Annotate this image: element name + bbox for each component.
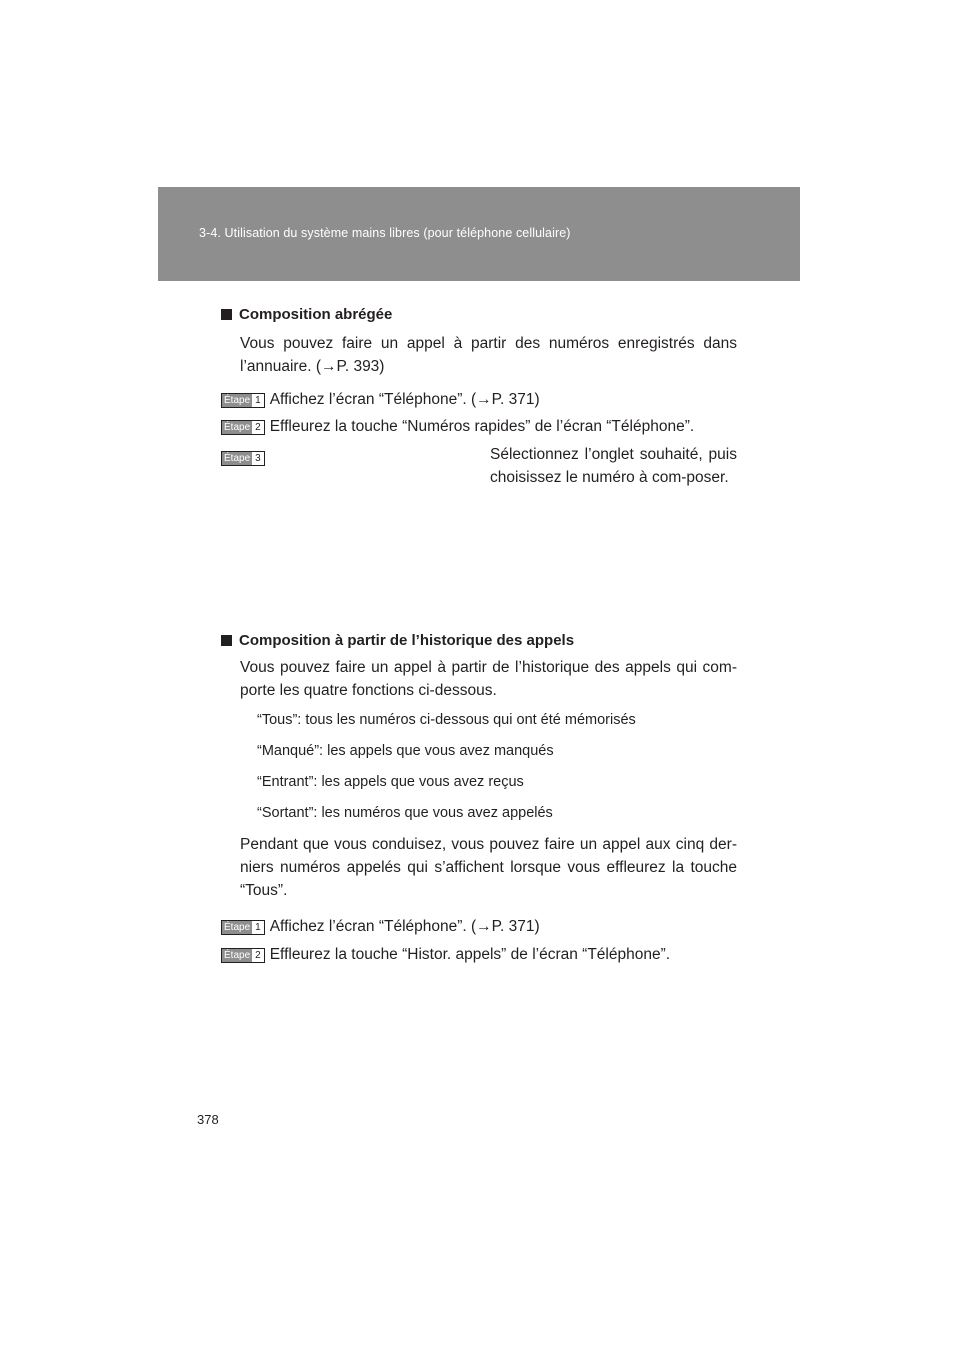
step-text: Effleurez la touche “Numéros rapides” de l’écran “Téléphone”. <box>269 418 695 435</box>
section1-step-3 <box>221 449 270 466</box>
list-item: “Entrant”: les appels que vous avez reçus <box>257 774 524 790</box>
step-badge: Étape 1 <box>221 393 265 408</box>
square-bullet-icon <box>221 309 232 320</box>
list-item: “Tous”: tous les numéros ci-dessous qui ont été mémorisés <box>257 712 636 728</box>
section-title-speed-dial: Composition abrégée <box>221 306 392 323</box>
section-title-call-history: Composition à partir de l’historique des appels <box>221 632 574 649</box>
step-badge: Étape 1 <box>221 920 265 935</box>
list-item: “Manqué”: les appels que vous avez manqués <box>257 743 554 759</box>
step-text: Sélectionnez l’onglet souhaité, puis choisissez le numéro à com-poser. <box>490 446 737 486</box>
step-badge: Étape 3 <box>221 451 265 466</box>
step-text: Effleurez la touche “Histor. appels” de l’écran “Téléphone”. <box>269 946 671 963</box>
section1-step-1 <box>221 391 540 408</box>
section2-note: Pendant que vous conduisez, vous pouvez faire un appel aux cinq der-niers numéros appelés qui s’affichent lorsque vous effleurez la touche “Tous”. <box>240 836 737 899</box>
section1-intro-line2: l’annuaire. (→P. 393) <box>240 358 385 375</box>
square-bullet-icon <box>221 635 232 646</box>
step-text: Affichez l’écran “Téléphone”. (→P. 371) <box>269 918 540 935</box>
step-badge: Étape 2 <box>221 420 265 435</box>
step-text: Affichez l’écran “Téléphone”. (→P. 371) <box>269 391 540 408</box>
list-item: “Sortant”: les numéros que vous avez appelés <box>257 805 553 821</box>
section1-step-2 <box>221 418 694 435</box>
section1-intro <box>240 332 737 378</box>
section2-intro: Vous pouvez faire un appel à partir de l’historique des appels qui com-porte les quatre fonctions ci-dessous. <box>240 659 737 699</box>
page-number: 378 <box>197 1112 219 1127</box>
section2-step-1 <box>221 918 540 935</box>
breadcrumb: 3-4. Utilisation du système mains libres (pour téléphone cellulaire) <box>199 226 571 240</box>
section1-intro-line1: Vous pouvez faire un appel à partir des numéros enregistrés dans <box>240 335 737 352</box>
section2-step-2 <box>221 946 670 963</box>
step-badge: Étape 2 <box>221 948 265 963</box>
